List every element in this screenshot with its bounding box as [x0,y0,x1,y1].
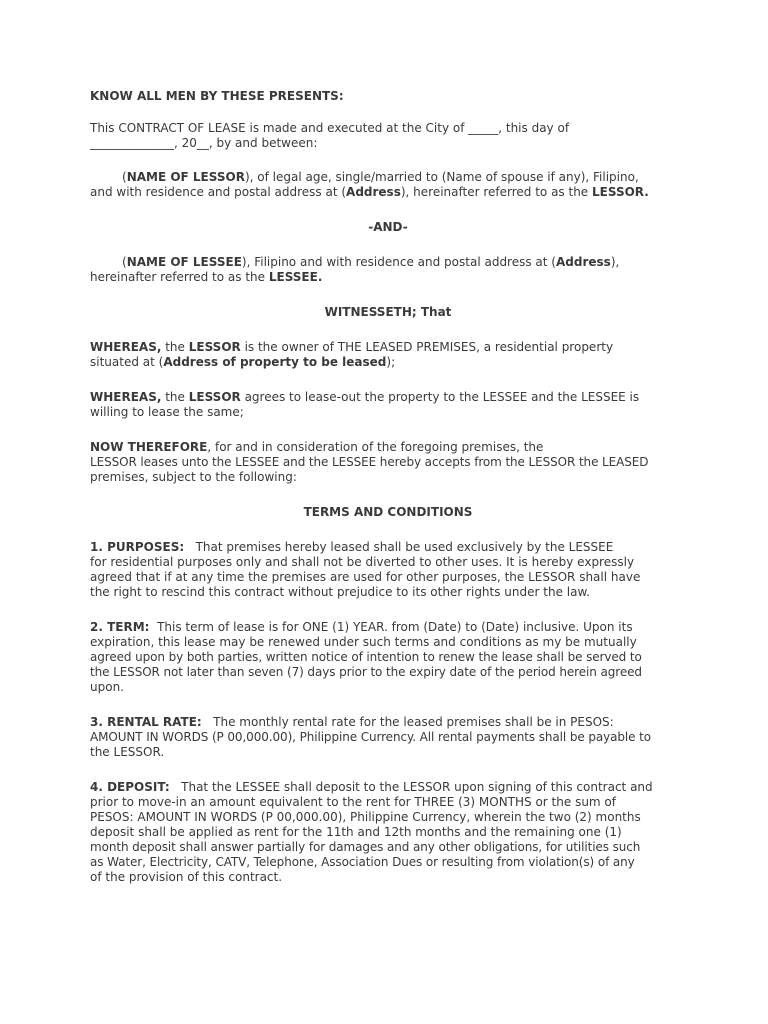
lessor-name-placeholder: NAME OF LESSOR [126,170,245,184]
term-text: That the LESSEE shall deposit to the LESSOR upon signing of this contract and [169,780,653,794]
term-duration [90,620,686,695]
term-line: upon. [90,680,124,694]
whereas-1-situated: situated at ( [90,355,164,369]
lessee-address-close: ), [610,255,620,269]
term-label: 1. PURPOSES: [90,540,185,554]
lessee-role: LESSEE. [268,270,323,284]
terms-heading: TERMS AND CONDITIONS [303,505,473,519]
term-label: 2. TERM: [90,620,150,634]
lessor-open-paren: ( [122,170,127,184]
term-line [90,780,686,795]
term-line: agreed upon by both parties, written notice of intention to renew the lease shall be served to [90,650,642,664]
term-line: agreed that if at any time the premises are used for other purposes, the LESSOR shall have [90,570,641,584]
now-therefore-line-3: premises, subject to the following: [90,470,297,484]
now-therefore-rest: , for and in consideration of the foregoing premises, the [207,440,544,454]
whereas-1-close: ); [386,355,396,369]
document-page [90,89,686,885]
term-line: AMOUNT IN WORDS (P 00,000.00), Philippine Currency. All rental payments shall be payable to [90,730,651,744]
lessor-role: LESSOR. [592,185,649,199]
whereas-1-paragraph [90,340,686,370]
whereas-1-party: LESSOR [188,340,241,354]
whereas-1-lead: WHEREAS, [90,340,162,354]
term-line: of the provision of this contract. [90,870,283,884]
term-text: That premises hereby leased shall be used exclusively by the LESSEE [184,540,614,554]
now-therefore-line-2: LESSOR leases unto the LESSEE and the LESSEE hereby accepts from the LESSOR the LEASED [90,455,649,469]
term-line: prior to move-in an amount equivalent to the rent for THREE (3) MONTHS or the sum of [90,795,616,809]
whereas-2-line-2: willing to lease the same; [90,405,244,419]
term-rental-rate [90,715,686,760]
intro-paragraph [90,121,686,151]
term-text: This term of lease is for ONE (1) YEAR. from (Date) to (Date) inclusive. Upon its [149,620,633,634]
lessee-details: ), Filipino and with residence and postal address at ( [241,255,556,269]
whereas-2-lead: WHEREAS, [90,390,162,404]
now-therefore-lead: NOW THEREFORE [90,440,208,454]
now-therefore-paragraph [90,440,686,485]
term-line: the right to rescind this contract without prejudice to its other rights under the law. [90,585,590,599]
now-therefore-line-1 [90,440,686,455]
whereas-2-paragraph [90,390,686,420]
lessor-paragraph [90,170,686,200]
whereas-1-line-1 [90,340,686,355]
term-line: the LESSOR not later than seven (7) days prior to the expiry date of the period herein agreed [90,665,642,679]
and-separator: -AND- [368,220,408,234]
lessee-line-1 [90,255,686,270]
term-purposes [90,540,686,600]
whereas-1-rest: is the owner of THE LEASED PREMISES, a residential property [240,340,614,354]
lessor-referred-text: ), hereinafter referred to as the [400,185,592,199]
lessee-line-2 [90,270,686,285]
intro-line-1: This CONTRACT OF LEASE is made and executed at the City of _____, this day of [90,121,570,135]
lessor-address-prefix: and with residence and postal address at ( [90,185,347,199]
term-line: for residential purposes only and shall not be diverted to other uses. It is hereby expressly [90,555,635,569]
whereas-2-party: LESSOR [188,390,241,404]
property-address-placeholder: Address of property to be leased [163,355,387,369]
lessee-name-placeholder: NAME OF LESSEE [126,255,242,269]
whereas-1-line-2 [90,355,686,370]
term-line: as Water, Electricity, CATV, Telephone, Association Dues or resulting from violation(s) of any [90,855,635,869]
whereas-2-line-1 [90,390,686,405]
lessor-address-placeholder: Address [346,185,401,199]
term-line [90,715,686,730]
term-line: deposit shall be applied as rent for the 11th and 12th months and the remaining one (1) [90,825,622,839]
whereas-2-the: the [161,390,189,404]
term-label: 3. RENTAL RATE: [90,715,202,729]
lessor-line-1 [90,170,686,185]
document-heading: KNOW ALL MEN BY THESE PRESENTS: [90,89,344,103]
term-line: PESOS: AMOUNT IN WORDS (P 00,000.00), Philippine Currency, wherein the two (2) months [90,810,641,824]
whereas-1-the: the [161,340,189,354]
term-line [90,620,686,635]
intro-line-2: ______________, 20__, by and between: [90,136,318,150]
witnesseth-heading: WITNESSETH; That [324,305,452,319]
lessor-line-2 [90,185,686,200]
term-line: the LESSOR. [90,745,165,759]
term-deposit [90,780,686,885]
lessor-details: ), of legal age, single/married to (Name of spouse if any), Filipino, [244,170,639,184]
term-line: expiration, this lease may be renewed under such terms and conditions as my be mutually [90,635,637,649]
lessee-referred-text: hereinafter referred to as the [90,270,269,284]
lessee-open-paren: ( [122,255,127,269]
term-line [90,540,686,555]
whereas-2-rest: agrees to lease-out the property to the LESSEE and the LESSEE is [240,390,640,404]
term-line: month deposit shall answer partially for damages and any other obligations, for utilities such [90,840,641,854]
term-text: The monthly rental rate for the leased premises shall be in PESOS: [201,715,614,729]
term-label: 4. DEPOSIT: [90,780,170,794]
lessee-address-placeholder: Address [556,255,611,269]
lessee-paragraph [90,255,686,285]
